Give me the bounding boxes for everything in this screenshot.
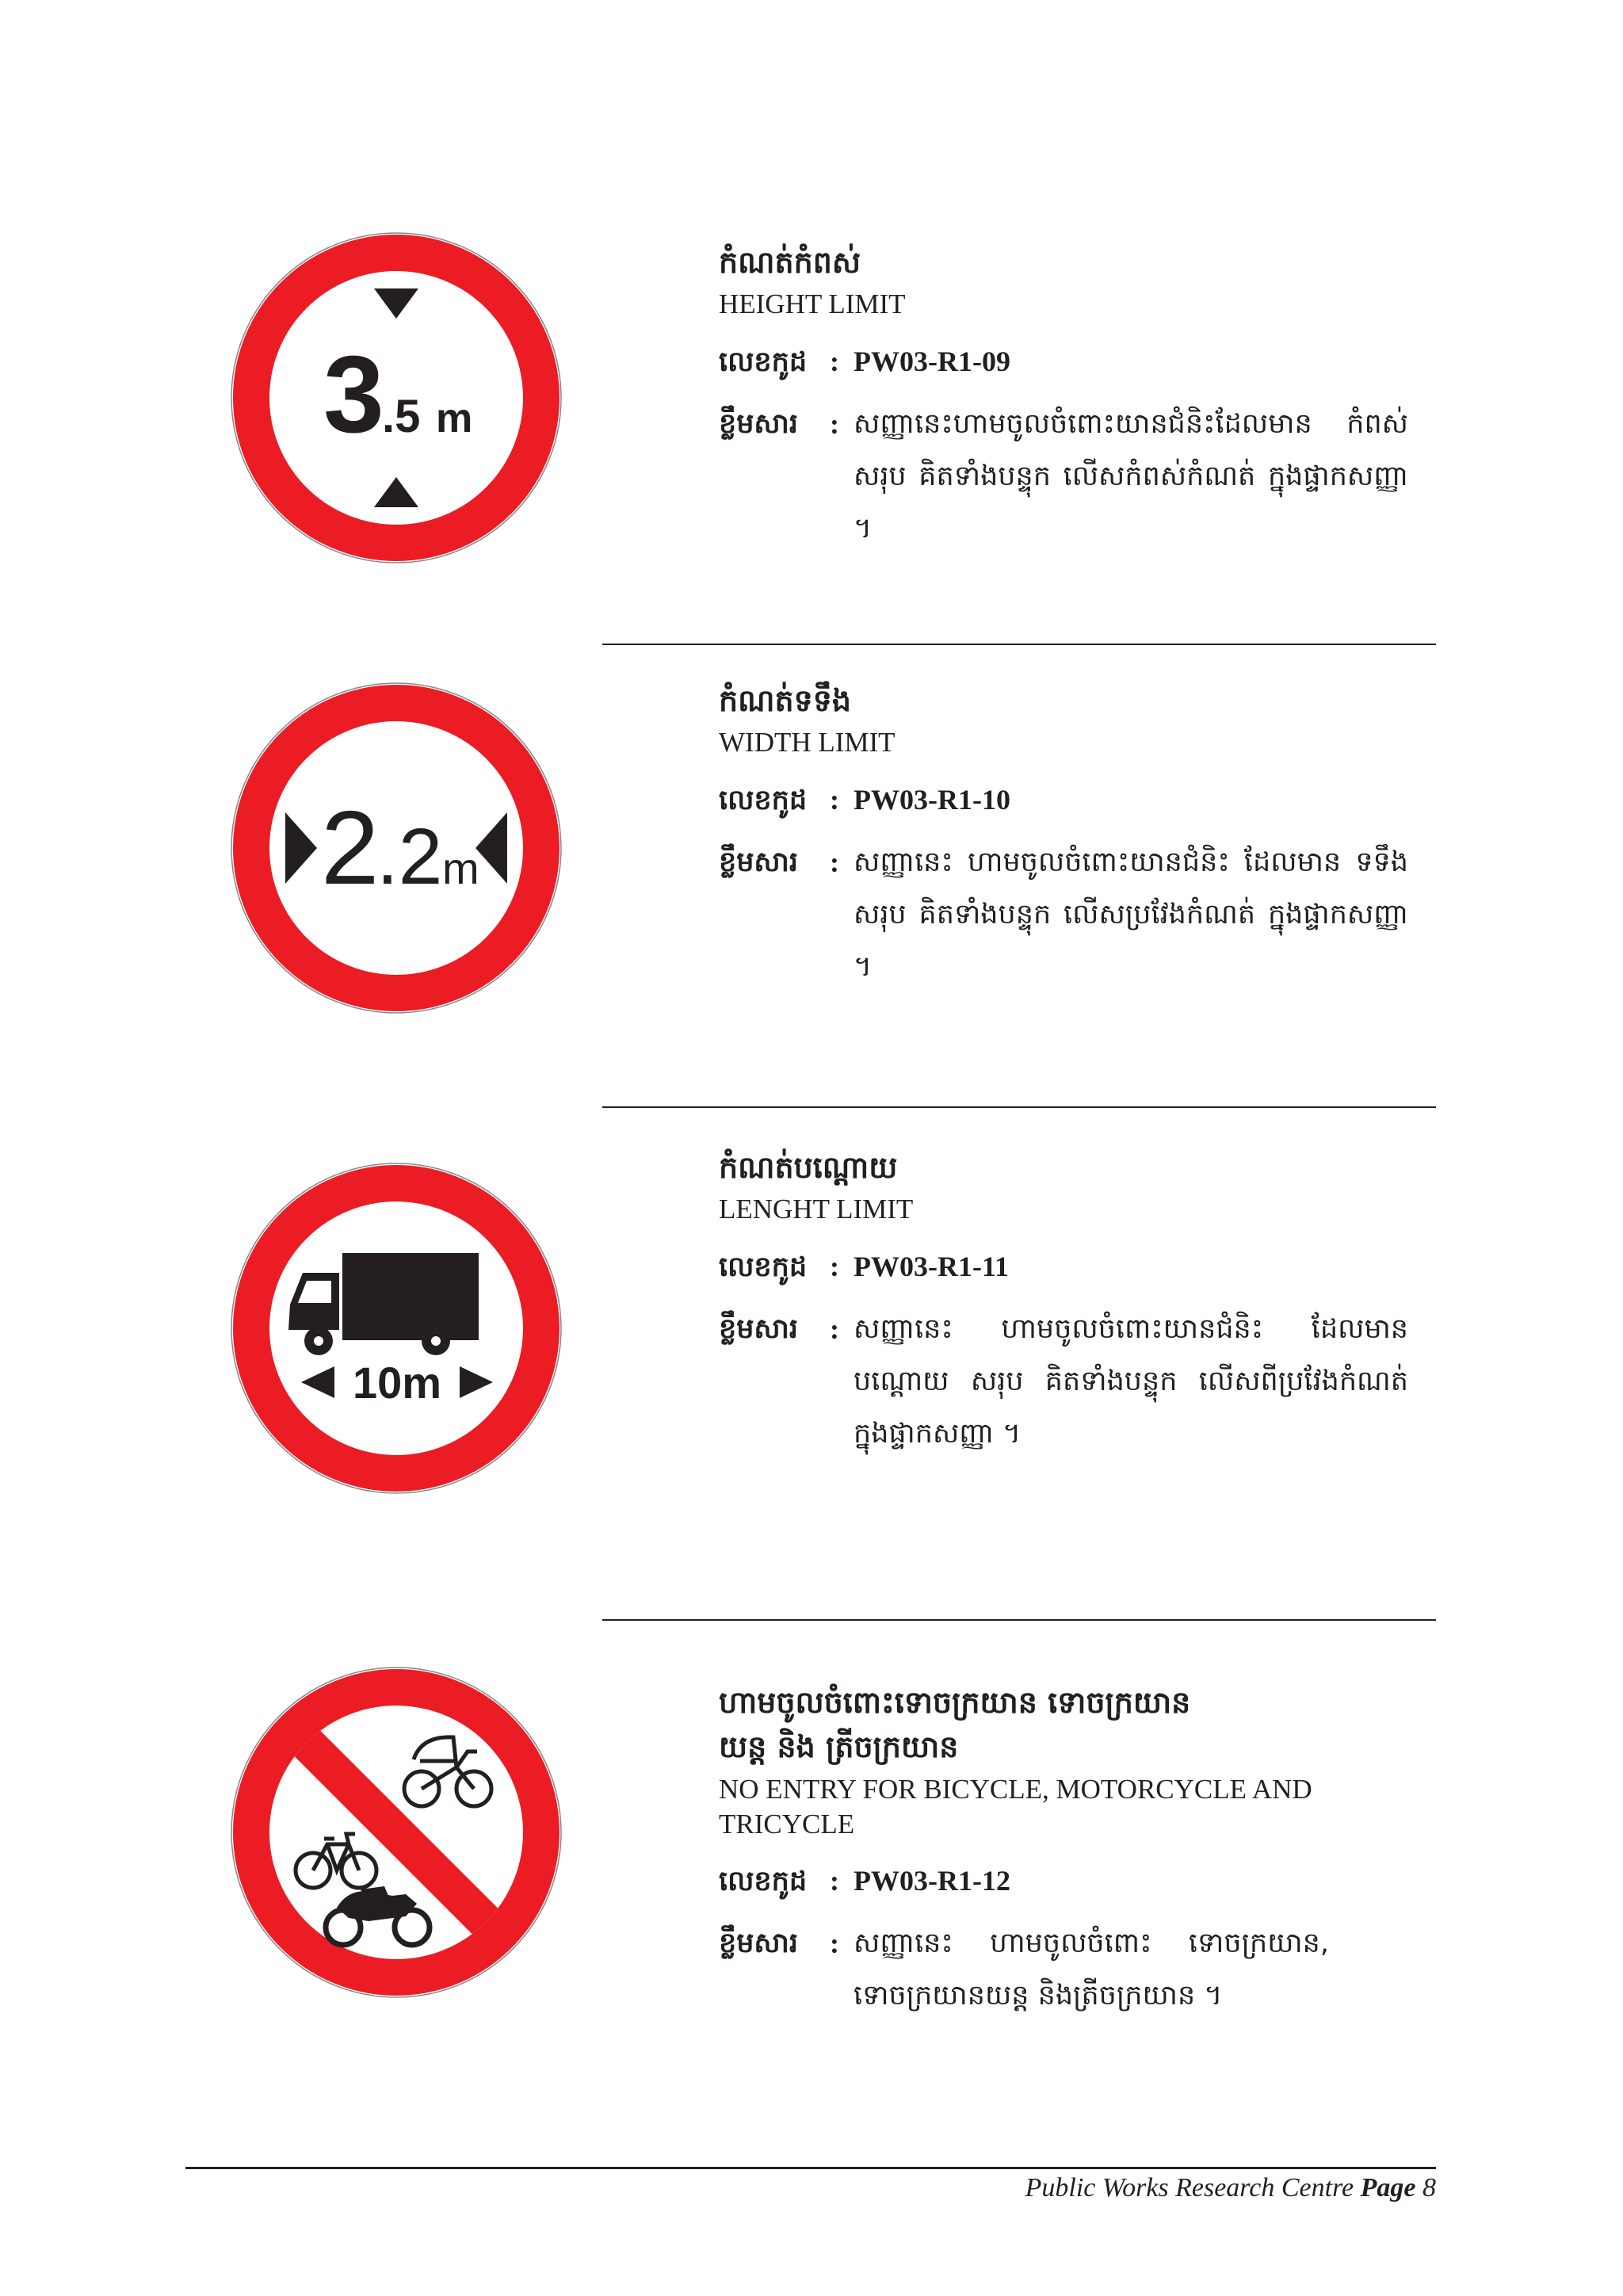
footer-organization: Public Works Research Centre: [1025, 2173, 1361, 2202]
footer-page-word: Page: [1360, 2173, 1416, 2202]
description-label: ខ្លឹមសារ: [719, 1927, 798, 1959]
section-divider: [602, 1619, 1436, 1621]
code-row: លេខកូដ : PW03-R1-10: [719, 781, 1432, 819]
sign-small-number: .2: [376, 812, 443, 901]
sign-small-number: .5: [382, 391, 421, 442]
code-label: លេខកូដ: [719, 785, 808, 816]
sign-unit: m: [442, 843, 479, 893]
sign-entry: [719, 1680, 1432, 2022]
sign-code: PW03-R1-11: [854, 1251, 1009, 1282]
sign-code: PW03-R1-09: [854, 346, 1010, 377]
sign-big-number: 3: [323, 334, 384, 456]
code-label: លេខកូដ: [719, 1251, 808, 1283]
description-row: ខ្លឹមសារ : សញ្ញានេះហាមចូលចំពោះយានជំនិះដែលមាន កំពស់សរុប គិតទាំងបន្ទុក លើសកំពស់កំណត់ ក្នុងផ្ទាកសញ្ញា ។: [719, 398, 1432, 555]
description-row: ខ្លឹមសារ : សញ្ញានេះ ហាមចូលចំពោះយានជំនិះ ដែលមាន ទទឹងសរុប គិតទាំងបន្ទុក លើសប្រវែងកំណត់ ក្នុងផ្ទាកសញ្ញា ។: [719, 836, 1432, 993]
description-label: ខ្លឹមសារ: [719, 1313, 798, 1345]
height-limit-sign: [230, 231, 563, 564]
length-limit-sign: [230, 1162, 563, 1495]
page-footer: [1025, 2173, 1436, 2203]
sign-code: PW03-R1-10: [854, 784, 1010, 816]
sign-entry: [719, 680, 1432, 993]
sign-length-label: 10m: [352, 1358, 442, 1408]
khmer-title: កំណត់កំពស់: [719, 245, 861, 280]
page-number: 8: [1415, 2173, 1436, 2202]
description-text: សញ្ញានេះ ហាមចូលចំពោះយានជំនិះ ដែលមាន បណ្ដោយ សរុប គិតទាំងបន្ទុក លើសពីប្រវែងកំណត់ ក្នុងផ្ទាកសញ្ញា ។: [854, 1313, 1408, 1450]
khmer-title: កំណត់ទទឹង: [719, 683, 851, 718]
description-row: ខ្លឹមសារ : សញ្ញានេះ ហាមចូលចំពោះយានជំនិះ ដែលមាន បណ្ដោយ សរុប គិតទាំងបន្ទុក លើសពីប្រវែងកំណត់ ក្នុងផ្ទាកសញ្ញា ។: [719, 1303, 1432, 1460]
code-row: លេខកូដ : PW03-R1-09: [719, 343, 1432, 380]
description-row: ខ្លឹមសារ : សញ្ញានេះ ហាមចូលចំពោះ ទោចក្រយាន, ទោចក្រយានយន្ត និងត្រីចក្រយាន ។: [719, 1917, 1432, 2022]
width-limit-sign: [230, 682, 563, 1014]
english-title: NO ENTRY FOR BICYCLE, MOTORCYCLE AND TRICYCLE: [719, 1774, 1312, 1839]
footer-divider: [185, 2167, 1436, 2169]
description-label: ខ្លឹមសារ: [719, 846, 798, 878]
code-row: លេខកូដ : PW03-R1-11: [719, 1248, 1432, 1286]
english-title: WIDTH LIMIT: [719, 727, 896, 758]
no-bicycle-motorcycle-tricycle-sign: [230, 1666, 563, 1999]
code-label: លេខកូដ: [719, 1866, 808, 1897]
description-label: ខ្លឹមសារ: [719, 408, 798, 440]
section-divider: [602, 1106, 1436, 1108]
english-title: LENGHT LIMIT: [719, 1194, 914, 1224]
sign-code: PW03-R1-12: [854, 1865, 1010, 1897]
sign-unit: m: [436, 395, 473, 441]
sign-entry: [719, 1147, 1432, 1460]
sign-big-number: 2: [321, 789, 380, 906]
description-text: សញ្ញានេះហាមចូលចំពោះយានជំនិះដែលមាន កំពស់សរុប គិតទាំងបន្ទុក លើសកំពស់កំណត់ ក្នុងផ្ទាកសញ្ញា ។: [854, 408, 1408, 544]
sign-entry: [719, 242, 1432, 555]
khmer-title: កំណត់បណ្ដោយ: [719, 1150, 898, 1185]
khmer-title: ហាមចូលចំពោះទោចក្រយាន ទោចក្រយានយន្ត និង ត្រីចក្រយាន: [719, 1685, 1191, 1764]
section-divider: [602, 644, 1436, 645]
description-text: សញ្ញានេះ ហាមចូលចំពោះយានជំនិះ ដែលមាន ទទឹងសរុប គិតទាំងបន្ទុក លើសប្រវែងកំណត់ ក្នុងផ្ទាកសញ្ញា ។: [854, 846, 1408, 983]
description-text: សញ្ញានេះ ហាមចូលចំពោះ ទោចក្រយាន, ទោចក្រយានយន្ត និងត្រីចក្រយាន ។: [854, 1927, 1329, 2011]
english-title: HEIGHT LIMIT: [719, 288, 906, 319]
code-label: លេខកូដ: [719, 346, 808, 378]
code-row: លេខកូដ : PW03-R1-12: [719, 1862, 1432, 1900]
